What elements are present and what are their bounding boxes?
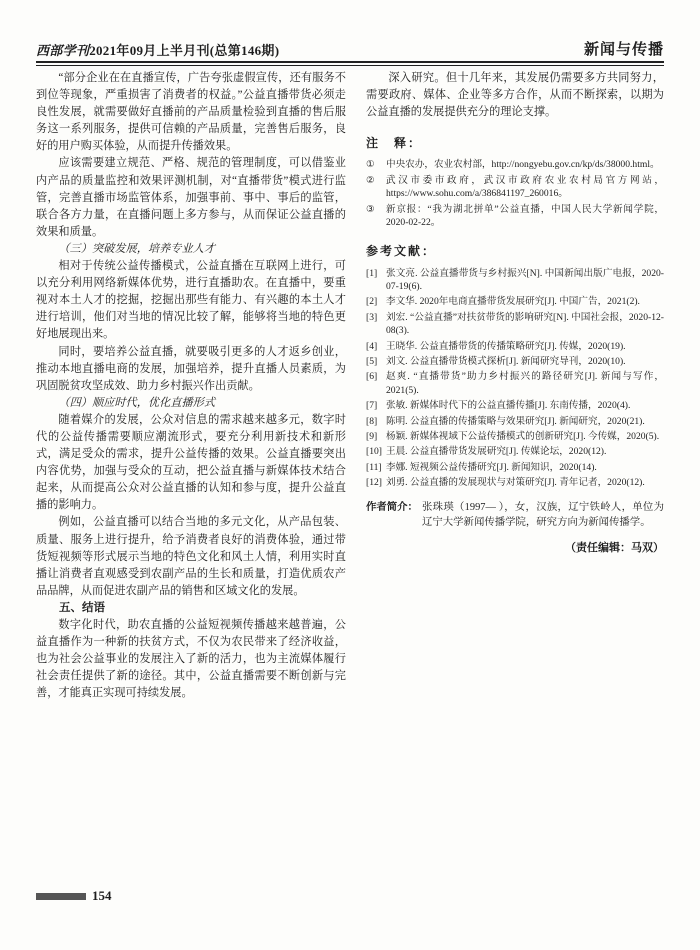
reference-item [366,476,664,489]
reference-number: [4] [366,340,378,352]
reference-item [366,355,664,368]
reference-item [366,370,664,397]
subsection-title: （三）突破发展，培养专业人才 [58,242,216,255]
reference-number: [12] [366,477,382,489]
reference-text: 赵爽. “直播带货”助力乡村振兴的路径研究[J]. 新闻与写作，2021(5). [386,371,664,396]
body-paragraph: “部分企业在在直播宣传，广告夸张虚假宣传，还有服务不到位等现象，严重损害了消费者的权益。”公益直播带货必须走良性发展，就需要做好直播前的产品质量检验到直播的售后服务这一系列服务，提供可信赖的产品质量，完善售后服务，良好的用户购买体验，从而提升传播效果。 [36,72,346,153]
body-paragraph: 随着媒介的发展，公众对信息的需求越来越多元，数字时代的公益传播需要顺应潮流形式，要充分利用新技术和新形式，满足受众的需求，提升公益传播的效果。公益直播要突出内容优势，加强与受众的互动，把公益直播与新媒体技术结合起来，从而提高公众对公益直播的认知和参与度，提升公益直播的影响力。 [36,413,346,512]
issue-info: 2021年09月上半月刊(总第146期) [89,43,280,58]
note-text: 武汉市委市政府，武汉市政府农业农村局官方网站，https://www.sohu.com/a/386841197_260016。 [386,174,664,200]
reference-item [366,430,664,443]
author-label: 作者简介： [366,501,418,513]
section-title: 五、结语 [59,601,105,614]
reference-item [366,340,664,353]
references-list [366,267,664,490]
subsection-title: （四）顺应时代，优化直播形式 [58,396,216,409]
reference-text: 刘勇. 公益直播的发展现状与对策研究[J]. 青年记者，2020(12). [386,477,645,489]
page-header [36,30,664,60]
journal-logo: 西部学刊 [36,43,90,58]
reference-item [366,445,664,458]
header-rule-thin [36,65,664,66]
reference-item [366,415,664,428]
note-text: 新京报：“我为湖北拼单”公益直播，中国人民大学新闻学院，2020-02-22。 [386,203,664,228]
reference-number: [7] [366,400,378,412]
reference-text: 李文华. 2020年电商直播带货发展研究[J]. 中国广告，2021(2). [386,296,640,308]
reference-item [366,399,664,412]
right-column [366,70,664,885]
body-paragraph: 深入研究。但十几年来，其发展仍需要多方共同努力，需要政府、媒体、企业等多方合作，从而不断探索，以期为公益直播的发展提供充分的理论支撑。 [366,72,664,119]
body-paragraph: 同时，要培养公益直播，就要吸引更多的人才返乡创业，推动本地直播电商的发展，加强培养，提升直播人员素质，为巩固脱贫攻坚成效、助力乡村振兴作出贡献。 [36,345,346,392]
note-number: ② [366,174,375,186]
responsible-editor: （责任编辑：马双） [565,541,664,554]
body-paragraph: 应该需要建立规范、严格、规范的管理制度，可以借鉴业内产品的质量监控和效果评测机制，对“直播带货”模式进行监管，完善直播市场监管体系，加强事前、事中、事后的监管，联合各方力量，在直播问题上多方参与，从而保证公益直播的效果和质量。 [36,157,346,238]
reference-text: 杨颖. 新媒体视域下公益传播模式的创新研究[J]. 今传媒，2020(5). [386,430,660,442]
notes-list [366,158,664,229]
reference-number: [10] [366,446,382,458]
reference-number: [1] [366,267,378,279]
reference-number: [2] [366,296,378,308]
journal-masthead [36,40,279,59]
reference-text: 张敏. 新媒体时代下的公益直播传播[J]. 东南传播，2020(4). [386,400,631,412]
body-paragraph: 例如，公益直播可以结合当地的多元文化，从产品包装、质量、服务上进行提升，给予消费者良好的消费体验，通过带货短视频等形式展示当地的特色文化和风土人情，利用实时直播让消费者直观感受到农副产品的生长和质量，打造优质农产品品牌，从而促进农副产品的销售和区域文化的发展。 [36,516,346,597]
reference-text: 王晓华. 公益直播带货的传播策略研究[J]. 传媒，2020(19). [386,340,626,352]
references-title: 参考文献： [366,244,437,259]
page-number: 154 [92,888,112,903]
reference-number: [6] [366,371,378,383]
page-number-mark [36,893,86,900]
note-number: ① [366,159,375,171]
note-number: ③ [366,203,375,215]
reference-item [366,267,664,294]
author-text: 张珠瑛（1997— ），女，汉族，辽宁铁岭人，单位为辽宁大学新闻传播学院，研究方向为新闻传播学。 [422,501,664,528]
reference-text: 陈明. 公益直播的传播策略与效果研究[J]. 新闻研究，2020(21). [386,415,645,427]
body-paragraph: 相对于传统公益传播模式，公益直播在互联网上进行，可以充分利用网络新媒体优势，进行直播助农。在直播中，要重视对本土人才的挖掘，挖掘出那些有能力、有兴趣的本土人才进行培训，他们对当地的情况比较了解，能够将当地的特色更好地展现出来。 [36,260,346,341]
note-item [366,203,664,230]
reference-item [366,295,664,308]
note-item [366,158,664,171]
section-name: 新闻与传播 [583,42,664,58]
reference-number: [5] [366,355,378,367]
note-item [366,174,664,201]
author-bio [366,500,664,530]
reference-number: [9] [366,430,378,442]
reference-text: 刘文. 公益直播带货模式探析[J]. 新闻研究导刊，2020(10). [386,355,626,367]
reference-text: 李娜. 短视频公益传播研究[J]. 新闻知识，2020(14). [386,461,597,473]
note-text: 中央农办，农业农村部，http://nongyebu.gov.cn/kp/ds/38000.html。 [386,159,660,171]
reference-text: 张文亮. 公益直播带货与乡村振兴[N]. 中国新闻出版广电报，2020-07-19(6). [386,267,664,292]
conclusion-paragraph: 数字化时代，助农直播的公益短视频传播越来越普遍，公益直播作为一种新的扶贫方式，不仅为农民带来了经济收益，也为社会公益事业的发展注入了新的活力，也为主流媒体履行社会责任提供了新的途径。其中，公益直播需要不断创新与完善，才能真正实现可持续发展。 [36,619,346,700]
reference-text: 刘宏. “公益直播”对扶贫带货的影响研究[N]. 中国社会报，2020-12-08(3). [386,311,664,337]
reference-item [366,461,664,474]
left-column [36,70,346,885]
reference-number: [8] [366,415,378,427]
reference-number: [11] [366,461,382,473]
notes-title: 注 释： [366,136,423,151]
reference-text: 王晨. 公益直播带货发展研究[J]. 传媒论坛，2020(12). [386,446,607,458]
header-rule-thick [36,61,664,63]
reference-number: [3] [366,311,378,323]
reference-item [366,311,664,338]
